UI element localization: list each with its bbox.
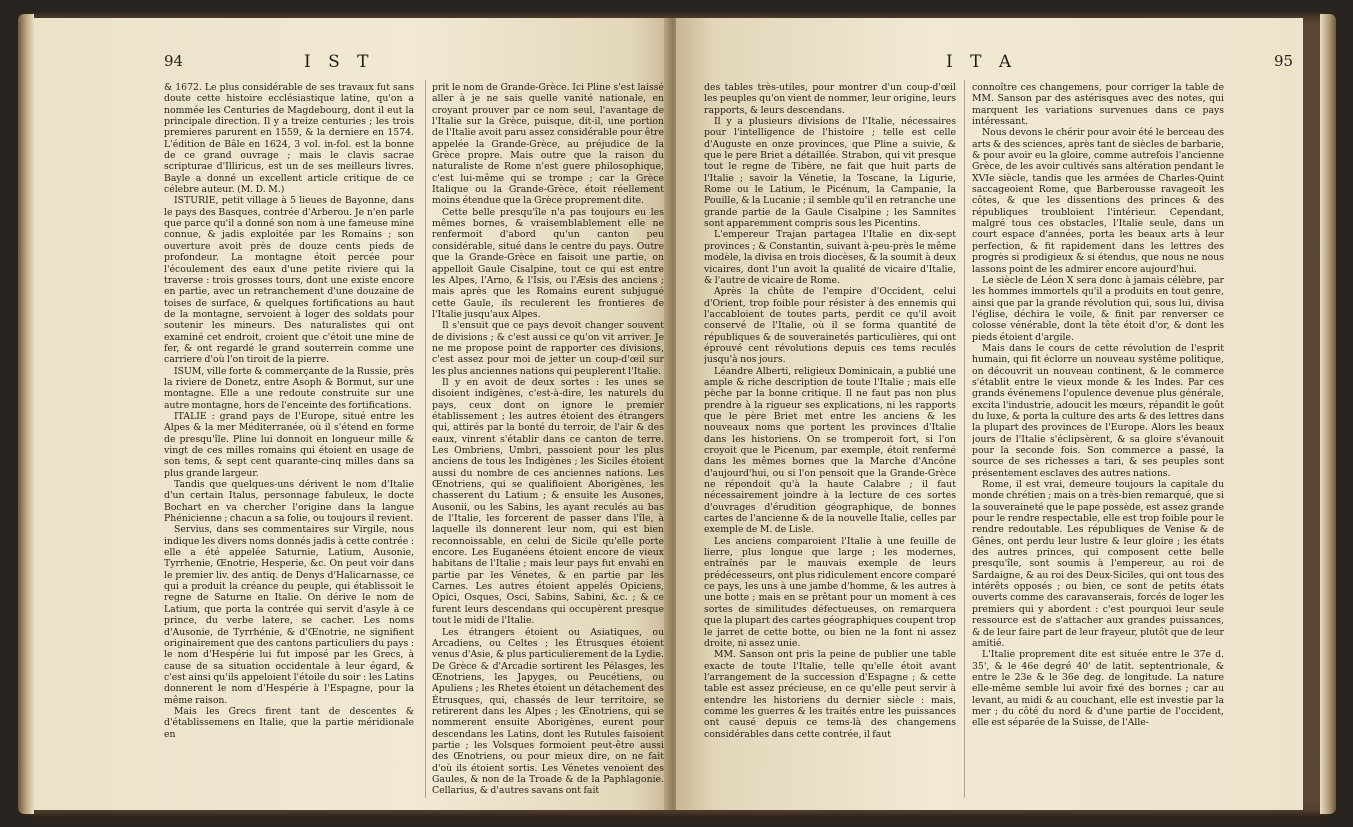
paragraph: ITALIE : grand pays de l'Europe, situé entre les Alpes & la mer Méditerranée, où il s'étend en forme de presqu'île. Pline lui donnoit en longueur mille & vingt de ces milles romains qui étoient en usage de son tems, & sept cent quarante-cinq milles dans sa plus grande largeur.: [164, 410, 414, 479]
right-column-2: [972, 82, 1224, 802]
right-page-header: [676, 52, 1303, 78]
right-running-head: I T A: [946, 52, 1018, 72]
paragraph: Après la chûte de l'empire d'Occident, celui d'Orient, trop foible pour résister à des ennemis qui l'accabloient de toutes parts, perdit ce qu'il avoit conservé de l'Italie, où il se forma quantité de républiques & de souverainetés particulières, qui ont éprouvé cent révolutions depuis ces tems reculés jusqu'à nos jours.: [704, 286, 956, 366]
paragraph: Mais dans le cours de cette révolution de l'esprit humain, qui fit éclorre un nouveau systême politique, on découvrit un nouveau continent, & le commerce s'établit entre le vieux monde & les Indes. Par ces grands événemens l'opulence devenue plus générale, excita l'industrie, adoucit les mœurs, répandit le goût du luxe, & porta la culture des arts & des lettres dans la plupart des provinces de l'Europe. Alors les beaux jours de l'Italie s'éclipsèrent, & sa gloire s'évanouit pour la seconde fois. Son commerce a passé, la source de ses richesses a tari, & ses peuples sont présentement esclaves des autres nations.: [972, 342, 1224, 479]
right-page-edges: [1320, 14, 1336, 814]
paragraph: L'Italie proprement dite est située entre le 37e d. 35', & le 46e degré 40' de latit. septentrionale, & entre le 23e & le 36e deg. de longitude. La nature elle-même semble lui avoir fixé des bornes ; car au levant, au midi & au couchant, elle est investie par la mer ; du côté du nord & d'une partie de l'occident, elle est séparée de la Suisse, de l'Alle-: [972, 649, 1224, 729]
paragraph: Les anciens comparoient l'Italie à une feuille de lierre, plus longue que large ; les modernes, entraînés par le mauvais exemple de leurs prédécesseurs, ont plus ridiculement encore comparé ce pays, les uns à une jambe d'homme, & les autres à une botte ; mais en se prêtant pour un moment à ces sortes de similitudes défectueuses, on remarquera que la plupart des cartes géographiques coupent trop le jarret de cette botte, ou bien ne la font ni assez droite, ni assez unie.: [704, 535, 956, 649]
column-divider: [425, 80, 426, 798]
paragraph: Les étrangers étoient ou Asiatiques, ou Arcadiens, ou Celtes ; les Étrusques étoient venus d'Asie, & plus particulierement de la Lydie. De Grèce & d'Arcadie sortirent les Pélasges, les Œnotriens, les Japyges, ou Peucétiens, ou Apuliens ; les Rhetes étoient un détachement des Étrusques, qui, chassés de leur territoire, se retirerent dans les Alpes ; les Œnotriens, qui se nommerent ensuite Aborigènes, eurent pour descendans les Latins, dont les Rutules faisoient partie ; les Volsques formoient peut-être aussi des Œnotriens, ou pour mieux dire, on ne fait d'où ils étoient sortis. Les Vénetes venoient des Gaules, & non de la Troade & de la Paphlagonie. Cellarius, & d'autres savans ont fait: [432, 626, 664, 797]
left-page-number: 94: [164, 52, 184, 70]
paragraph: L'empereur Trajan partagea l'Italie en dix-sept provinces ; & Constantin, suivant à-peu-près le même modèle, la divisa en trois diocèses, & la soumit à deux vicaires, dont l'un avoit la qualité de vicaire d'Italie, & l'autre de vicaire de Rome.: [704, 229, 956, 286]
paragraph: Cette belle presqu'île n'a pas toujours eu les mêmes bornes, & vraisemblablement elle ne renfermoit d'abord qu'un canton peu considérable, situé dans le centre du pays. Outre que la Grande-Grèce en faisoit une partie, on appelloit Gaule Cisalpine, tout ce qui est entre les Alpes, l'Arno, & l'Isis, ou l'Æsis des anciens ; mais après que les Romains eurent subjugué cette Gaule, ils reculerent les frontieres de l'Italie jusqu'aux Alpes.: [432, 206, 664, 320]
paragraph: des tables très-utiles, pour montrer d'un coup-d'œil les peuples qu'on vient de nommer, leur origine, leurs rapports, & leurs descendans.: [704, 82, 956, 116]
paragraph: Servius, dans ses commentaires sur Virgile, nous indique les divers noms donnés jadis à cette contrée : elle a été appelée Saturnie, Latium, Ausonie, Tyrrhenie, Œnotrie, Hesperie, &c. On peut voir dans le premier liv. des antiq. de Denys d'Halicarnasse, ce qui a produit la créance du peuple, qui établissoit le regne de Saturne en Italie. On dérive le nom de Latium, que porta la contrée qui servit d'asyle à ce prince, du verbe latere, se cacher. Les noms d'Ausonie, de Tyrrhénie, & d'Œnotrie, ne signifient originairement que des cantons particuliers du pays : le nom d'Hespérie lui fut imposé par les Grecs, à cause de sa situation occidentale à leur égard, & c'est ainsi qu'ils appeloient l'étoile du soir : les Latins donnerent le nom d'Hespérie à l'Espagne, pour la même raison.: [164, 524, 414, 706]
paragraph: prit le nom de Grande-Grèce. Ici Pline s'est laissé aller à je ne sais quelle vanité nationale, en croyant prouver par ce nom seul, l'avantage de l'Italie sur la Grèce, puisque, dit-il, une portion de l'Italie avoit paru assez considérable pour être appelée la Grande-Grèce, au préjudice de la Grèce propre. Mais outre que la raison du naturaliste de Rome n'est guere philosophique, c'est lui-même qui se trompe ; car la Grèce Italique ou la Grande-Grèce, étoit réellement moins étendue que la Grèce proprement dite.: [432, 82, 664, 207]
paragraph: Nous devons le chérir pour avoir été le berceau des arts & des sciences, après tant de siècles de barbarie, & pour avoir eu la gloire, comme autrefois l'ancienne Grèce, de les avoir cultivés sans altération pendant le XVIe siècle, tandis que les armées de Charles-Quint saccageoient Rome, que Barberousse ravageoit les côtes, & que les dissentions des princes & des républiques troubloient l'intérieur. Cependant, malgré tous ces obstacles, l'Italie seule, dans un court espace d'années, porta les beaux arts à leur perfection, & fit rapidement dans les lettres des progrès si prodigieux & si étendus, que nous ne nous lassons point de les admirer encore aujourd'hui.: [972, 127, 1224, 275]
right-column-1: [704, 82, 956, 802]
paragraph: & 1672. Le plus considérable de ses travaux fut sans doute cette histoire ecclésiastique latine, qu'on a nommée les Centuries de Magdebourg, dont il eut la principale direction. Il y a treize centuries ; les trois premieres parurent en 1559, & la derniere en 1574. L'édition de Bâle en 1624, 3 vol. in-fol. est la bonne de ce grand ouvrage ; mais le clavis sacrae scripturae d'Illiricus, est un de ses meilleurs livres. Bayle a donné un excellent article critique de ce célebre auteur. (M. D. M.): [164, 82, 414, 196]
left-column-2: [432, 82, 664, 802]
paragraph: ISTURIE, petit village à 5 lieues de Bayonne, dans le pays des Basques, contrée d'Arberou. Je n'en parle que parce qu'il a donné son nom à une fameuse mine connue, & jadis exploitée par les Romains ; son ouverture avoit près de douze cents pieds de profondeur. La montagne étoit percée pour l'écoulement des eaux d'une petite riviere qui la traverse : trois grosses tours, dont une existe encore en partie, avec un retranchement d'une douzaine de toises de surface, & quelques fortifications au haut de la montagne, servoient à loger des soldats pour soutenir les mineurs. Des naturalistes qui ont examiné cet endroit, croient que c'étoit une mine de fer, & ont regardé le grand souterrein comme une carriere d'où l'on tiroit de la pierre.: [164, 195, 414, 366]
paragraph: Rome, il est vrai, demeure toujours la capitale du monde chrétien ; mais on a très-bien remarqué, que si la souveraineté que le pape possède, est assez grande pour le rendre respectable, elle est trop foible pour le rendre redoutable. Les républiques de Venise & de Gênes, ont perdu leur lustre & leur gloire ; les états des autres princes, qui composent cette belle presqu'île, sont soumis à l'empereur, au roi de Sardaigne, & au roi des Deux-Siciles, qui ont tous des intérêts opposés ; ou bien, ce sont de petits états ouverts comme des caravanserais, forcés de loger les premiers qui y abordent : c'est pourquoi leur seule ressource est de s'attacher aux grandes puissances, & de leur faire part de leur frayeur, plutôt que de leur amitié.: [972, 479, 1224, 649]
paragraph: Mais les Grecs firent tant de descentes & d'établissemens en Italie, que la partie méridionale en: [164, 705, 414, 740]
paragraph: Il y en avoit de deux sortes : les unes se disoient indigènes, c'est-à-dire, les naturels du pays, ceux dont on ignore le premier établissement ; les autres étoient des étrangers qui, attirés par la bonté du terroir, de l'air & des eaux, vinrent s'établir dans ce canton de terre. Les Ombriens, Umbri, passoient pour les plus anciens de tous les Indigènes ; les Siciles étoient aussi du nombre de ces anciennes nations. Les Œnotriens, qui se qualifioient Aborigènes, les chasserent du Latium ; & ensuite les Ausones, Ausonii, ou les Sabins, les ayant reculés au bas de l'Italie, les forcerent de passer dans l'île, à laquelle ils donnerent leur nom, qui est bien reconnoissable, en celui de Sicile qu'elle porte encore. Les Euganéens étoient encore de vieux habitans de l'Italie ; mais leur pays fut envahi en partie par les Vénetes, & en partie par les Carnes. Les autres étoient appelés Opiciens, Opici, Osques, Osci, Sabins, Sabini, &c. ; & ce furent leurs descendans qui occupèrent presque tout le midi de l'Italie.: [432, 376, 664, 627]
right-page-number: 95: [1274, 52, 1294, 70]
paragraph: Tandis que quelques-uns dérivent le nom d'Italie d'un certain Italus, personnage fabuleux, le docte Bochart en va chercher l'origine dans la langue Phénicienne ; chacun a sa folie, ou toujours il revient.: [164, 479, 414, 525]
paragraph: ISUM, ville forte & commerçante de la Russie, près la riviere de Donetz, entre Asoph & Bormut, sur une montagne. Elle a une redoute construite sur une autre montagne, hors de l'enceinte des fortifications.: [164, 365, 414, 411]
paragraph: MM. Sanson ont pris la peine de publier une table exacte de toute l'Italie, telle qu'elle étoit avant l'arrangement de la succession d'Espagne ; & cette table est assez précieuse, en ce qu'elle peut servir à entendre les historiens du dernier siècle : mais, comme les guerres & les traités entre les puissances ont causé depuis ce tems-là des changemens considérables dans cette contrée, il faut: [704, 649, 956, 740]
paragraph: Il s'ensuit que ce pays devoit changer souvent de divisions ; & c'est aussi ce qu'on vit arriver. Je ne me propose point de rapporter ces divisions, c'est assez pour moi de jetter un coup-d'œil sur les plus anciennes nations qui peuplerent l'Italie.: [432, 320, 664, 377]
left-running-head: I S T: [304, 52, 375, 72]
paragraph: Le siècle de Léon X sera donc à jamais célèbre, par les hommes immortels qu'il a produits en tout genre, ainsi que par la grande révolution qui, sous lui, divisa l'église, déchira le voile, & finit par renverser ce colosse vénérable, dont la tête étoit d'or, & dont les pieds étoient d'argile.: [972, 274, 1224, 343]
left-page-edges: [18, 14, 34, 814]
paragraph: Il y a plusieurs divisions de l'Italie, nécessaires pour l'intelligence de l'histoire ; telle est celle d'Auguste en onze provinces, que Pline a suivie, & que le pere Briet a détaillée. Strabon, qui vit presque tout le regne de Tibère, ne fait que huit parts de l'Italie ; savoir la Vénetie, la Toscane, la Ligurie, Rome ou le Latium, le Picénum, la Campanie, la Pouille, & la Lucanie ; il semble qu'il en retranche une grande partie de la Gaule Cisalpine ; les Samnites sont apparemment compris sous les Picentins.: [704, 116, 956, 230]
right-page: [676, 18, 1303, 810]
column-divider: [964, 80, 965, 798]
left-column-1: [164, 82, 414, 802]
left-page: [34, 18, 670, 810]
paragraph: connoître ces changemens, pour corriger la table de MM. Sanson par des astérisques avec des notes, qui marquent les variations survenues dans ce pays intéressant.: [972, 82, 1224, 128]
left-page-header: [34, 52, 670, 78]
paragraph: Léandre Alberti, religieux Dominicain, a publié une ample & riche description de toute l'Italie ; mais elle pèche par la bonne critique. Il ne faut pas non plus prendre à la rigueur ses explications, ni les rapports que le père Briet met entre les anciens & les nouveaux noms que portent les provinces d'Italie dans les historiens. On se tromperoit fort, si l'on croyoit que le Picenum, par exemple, étoit renfermé dans les mêmes bornes que la Marche d'Ancône d'aujourd'hui, ou si l'on pensoit que la Grande-Grèce ne répondoit qu'à la haute Calabre ; il faut nécessairement joindre à la lecture de ces sortes d'ouvrages d'érudition géographique, de bonnes cartes de l'ancienne & de la nouvelle Italie, celles par exemple de M. de Lisle.: [704, 365, 956, 536]
